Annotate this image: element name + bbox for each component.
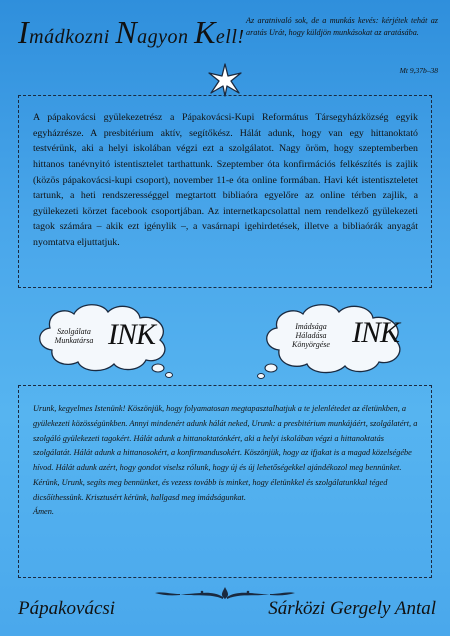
cloud-right-line3: Könyörgése [292,340,330,350]
title-cap-1: I [18,14,30,50]
cloud-right-line1: Imádsága [295,322,327,331]
title-rest-3: ell! [215,26,245,48]
prayer-text [33,402,418,520]
page-title [18,14,245,51]
verse-reference: Mt 9,37b–38 [399,66,438,75]
title-cap-2: N [115,14,138,50]
prayer-body: Urunk, kegyelmes Istenünk! Köszönjük, hogy folyamatosan megtapasztalhatjuk a te jelenlétedet az életünkben, a gyülekezeti közösségünkben. Annyi mindenért adunk hálát neked, Urunk: a presbitérium munkájáért, szolgálatért, a szolgáló gyülekezeti tagokért. Hálát adunk a hittanoktatónkért, aki a helyi iskolában végzi a hittanoktatás szolgálatát. Hálát adunk a hittanosokért, a konfirmandusokért. Köszönjük, hogy az ifjakat is a magad közelségébe hívod. Hálát adunk azért, hogy gondot viselsz rólunk, hogy új és új lehetőségekkel ajándékozol meg bennünket. Kérünk, Urunk, segíts meg bennünket, és vezess tovább is minket, hogy életünkkel és szolgálatunkkal téged dicsőíthessünk. Krisztusért kérünk, hallgasd meg imádságunkat. [33,404,418,502]
cloud-left-label [38,327,110,345]
star-icon [208,63,242,97]
cloud-left-ink: INK [108,318,156,351]
cloud-right-label [268,322,354,350]
cloud-left-line2: Munkatársa [54,336,94,346]
footer-author: Sárközi Gergely Antal [268,598,436,619]
footer-location: Pápakovácsi [18,598,116,619]
title-rest-1: mádkozni [29,26,116,48]
bible-verse: Az aratnivaló sok, de a munkás kevés: kérjétek tehát az aratás Urát, hogy küldjön munkásokat az aratásába. [246,16,438,37]
title-rest-2: agyon [137,26,195,48]
cloud-left-line1: Szolgálata [57,327,91,336]
title-cap-3: K [194,14,216,50]
cloud-right-line2: Háladása [295,331,327,341]
prayer-amen: Ámen. [33,507,54,517]
cloud-right-ink: INK [352,316,400,349]
main-text: A pápakovácsi gyülekezetrész a Pápakovácsi-Kupi Református Társegyházközség egyik egyházrésze. A presbitérium aktív, segítőkész. Hálát adunk, hogy van egy hittanoktató testvérünk, aki a helyi iskolában végzi ezt a szolgálatot. Nagy öröm, hogy szeptemberben hittanos tanévnyitó istentisztelet tarthattunk. Szeptember óta konfirmációs felkészítés is zajlik (közös pápakovácsi-kupi csoport), november 11-e óta online formában. Havi két istentiszteletet tartunk, a heti rendszerességgel megtartott bibliaóra egyelőre az online térben zajlik, a gyülekezeti körzet facebook csoportjában. Az internetkapcsolattal nem rendelkező gyülekezeti tagok számára – akik ezt igénylik –, a vasárnapi igehirdetések, illetve a bibliaórák anyagát nyomtatva eljuttatjuk. [33,112,418,249]
